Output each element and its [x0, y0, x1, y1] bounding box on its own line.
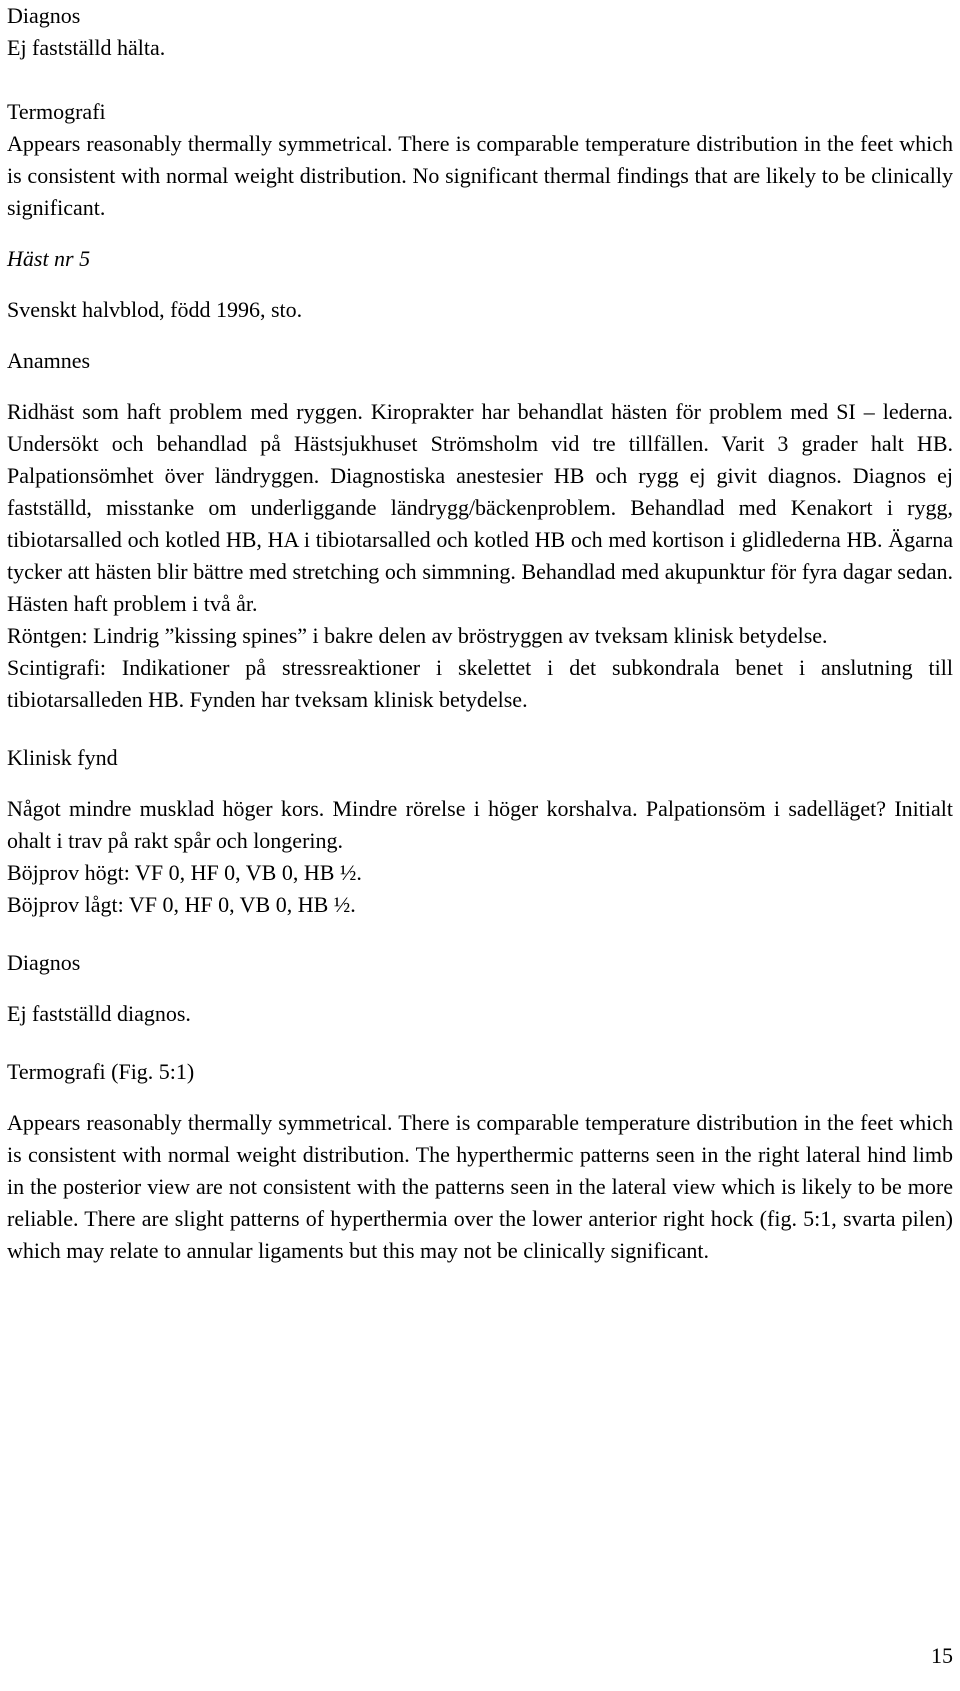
- anamnes-text: Ridhäst som haft problem med ryggen. Kiroprakter har behandlat hästen för problem med SI – lederna. Undersökt och behandlad på Hästsjukhuset Strömsholm vid tre tillfällen. Varit 3 grader halt HB. Palpationsömhet över ländryggen. Diagnostiska anestesier HB och rygg ej givit diagnos. Diagnos ej fastställd, misstanke om underliggande ländrygg/bäckenproblem. Behandlad med Kenakort i rygg, tibiotarsalled och kotled HB, HA i tibiotarsalled och kotled HB och med kortison i glidlederna HB. Ägarna tycker att hästen blir bättre med stretching och simmning. Behandlad med akupunktur för fyra dagar sedan. Hästen haft problem i två år.: [7, 399, 953, 616]
- termografi-heading-prev: Termografi: [7, 99, 106, 124]
- anamnes-heading: Anamnes: [7, 348, 91, 373]
- termografi-heading: Termografi (Fig. 5:1): [7, 1059, 195, 1084]
- bojprov-lagt: Böjprov lågt: VF 0, HF 0, VB 0, HB ½.: [7, 892, 356, 917]
- document-page: [7, 0, 953, 1267]
- horse-title: Häst nr 5: [7, 246, 91, 271]
- scintigrafi-text: Scintigrafi: Indikationer på stressreaktioner i skelettet i det subkondrala benet i anslutning till tibiotarsalleden HB. Fynden har tveksam klinisk betydelse.: [7, 655, 953, 712]
- spacer: [7, 275, 953, 294]
- diagnos-text-prev: Ej fastställd hälta.: [7, 35, 166, 60]
- spacer: [7, 716, 953, 742]
- spacer: [7, 921, 953, 947]
- page-number: 15: [931, 1643, 953, 1668]
- spacer: [7, 224, 953, 243]
- spacer: [7, 774, 953, 793]
- horse-breed: Svenskt halvblod, född 1996, sto.: [7, 297, 303, 322]
- klinisk-heading: Klinisk fynd: [7, 745, 118, 770]
- diagnos-heading-prev: Diagnos: [7, 3, 81, 28]
- spacer: [7, 64, 953, 96]
- spacer: [7, 979, 953, 998]
- diagnos-text: Ej fastställd diagnos.: [7, 1001, 191, 1026]
- spacer: [7, 1030, 953, 1056]
- spacer: [7, 1088, 953, 1107]
- spacer: [7, 377, 953, 396]
- spacer: [7, 326, 953, 345]
- termografi-text-prev: Appears reasonably thermally symmetrical. There is comparable temperature distribution in the feet which is consistent with normal weight distribution. No significant thermal findings that are likely to be clinically significant.: [7, 131, 953, 220]
- rontgen-text: Röntgen: Lindrig ”kissing spines” i bakre delen av bröstryggen av tveksam klinisk betydelse.: [7, 623, 828, 648]
- klinisk-text: Något mindre musklad höger kors. Mindre rörelse i höger korshalva. Palpationsöm i sadelläget? Initialt ohalt i trav på rakt spår och longering.: [7, 796, 953, 853]
- bojprov-hogt: Böjprov högt: VF 0, HF 0, VB 0, HB ½.: [7, 860, 362, 885]
- termografi-text: Appears reasonably thermally symmetrical. There is comparable temperature distribution in the feet which is consistent with normal weight distribution. The hyperthermic patterns seen in the right lateral hind limb in the posterior view are not consistent with the patterns seen in the lateral view which is likely to be more reliable. There are slight patterns of hyperthermia over the lower anterior right hock (fig. 5:1, svarta pilen) which may relate to annular ligaments but this may not be clinically significant.: [7, 1110, 953, 1263]
- diagnos-heading: Diagnos: [7, 950, 81, 975]
